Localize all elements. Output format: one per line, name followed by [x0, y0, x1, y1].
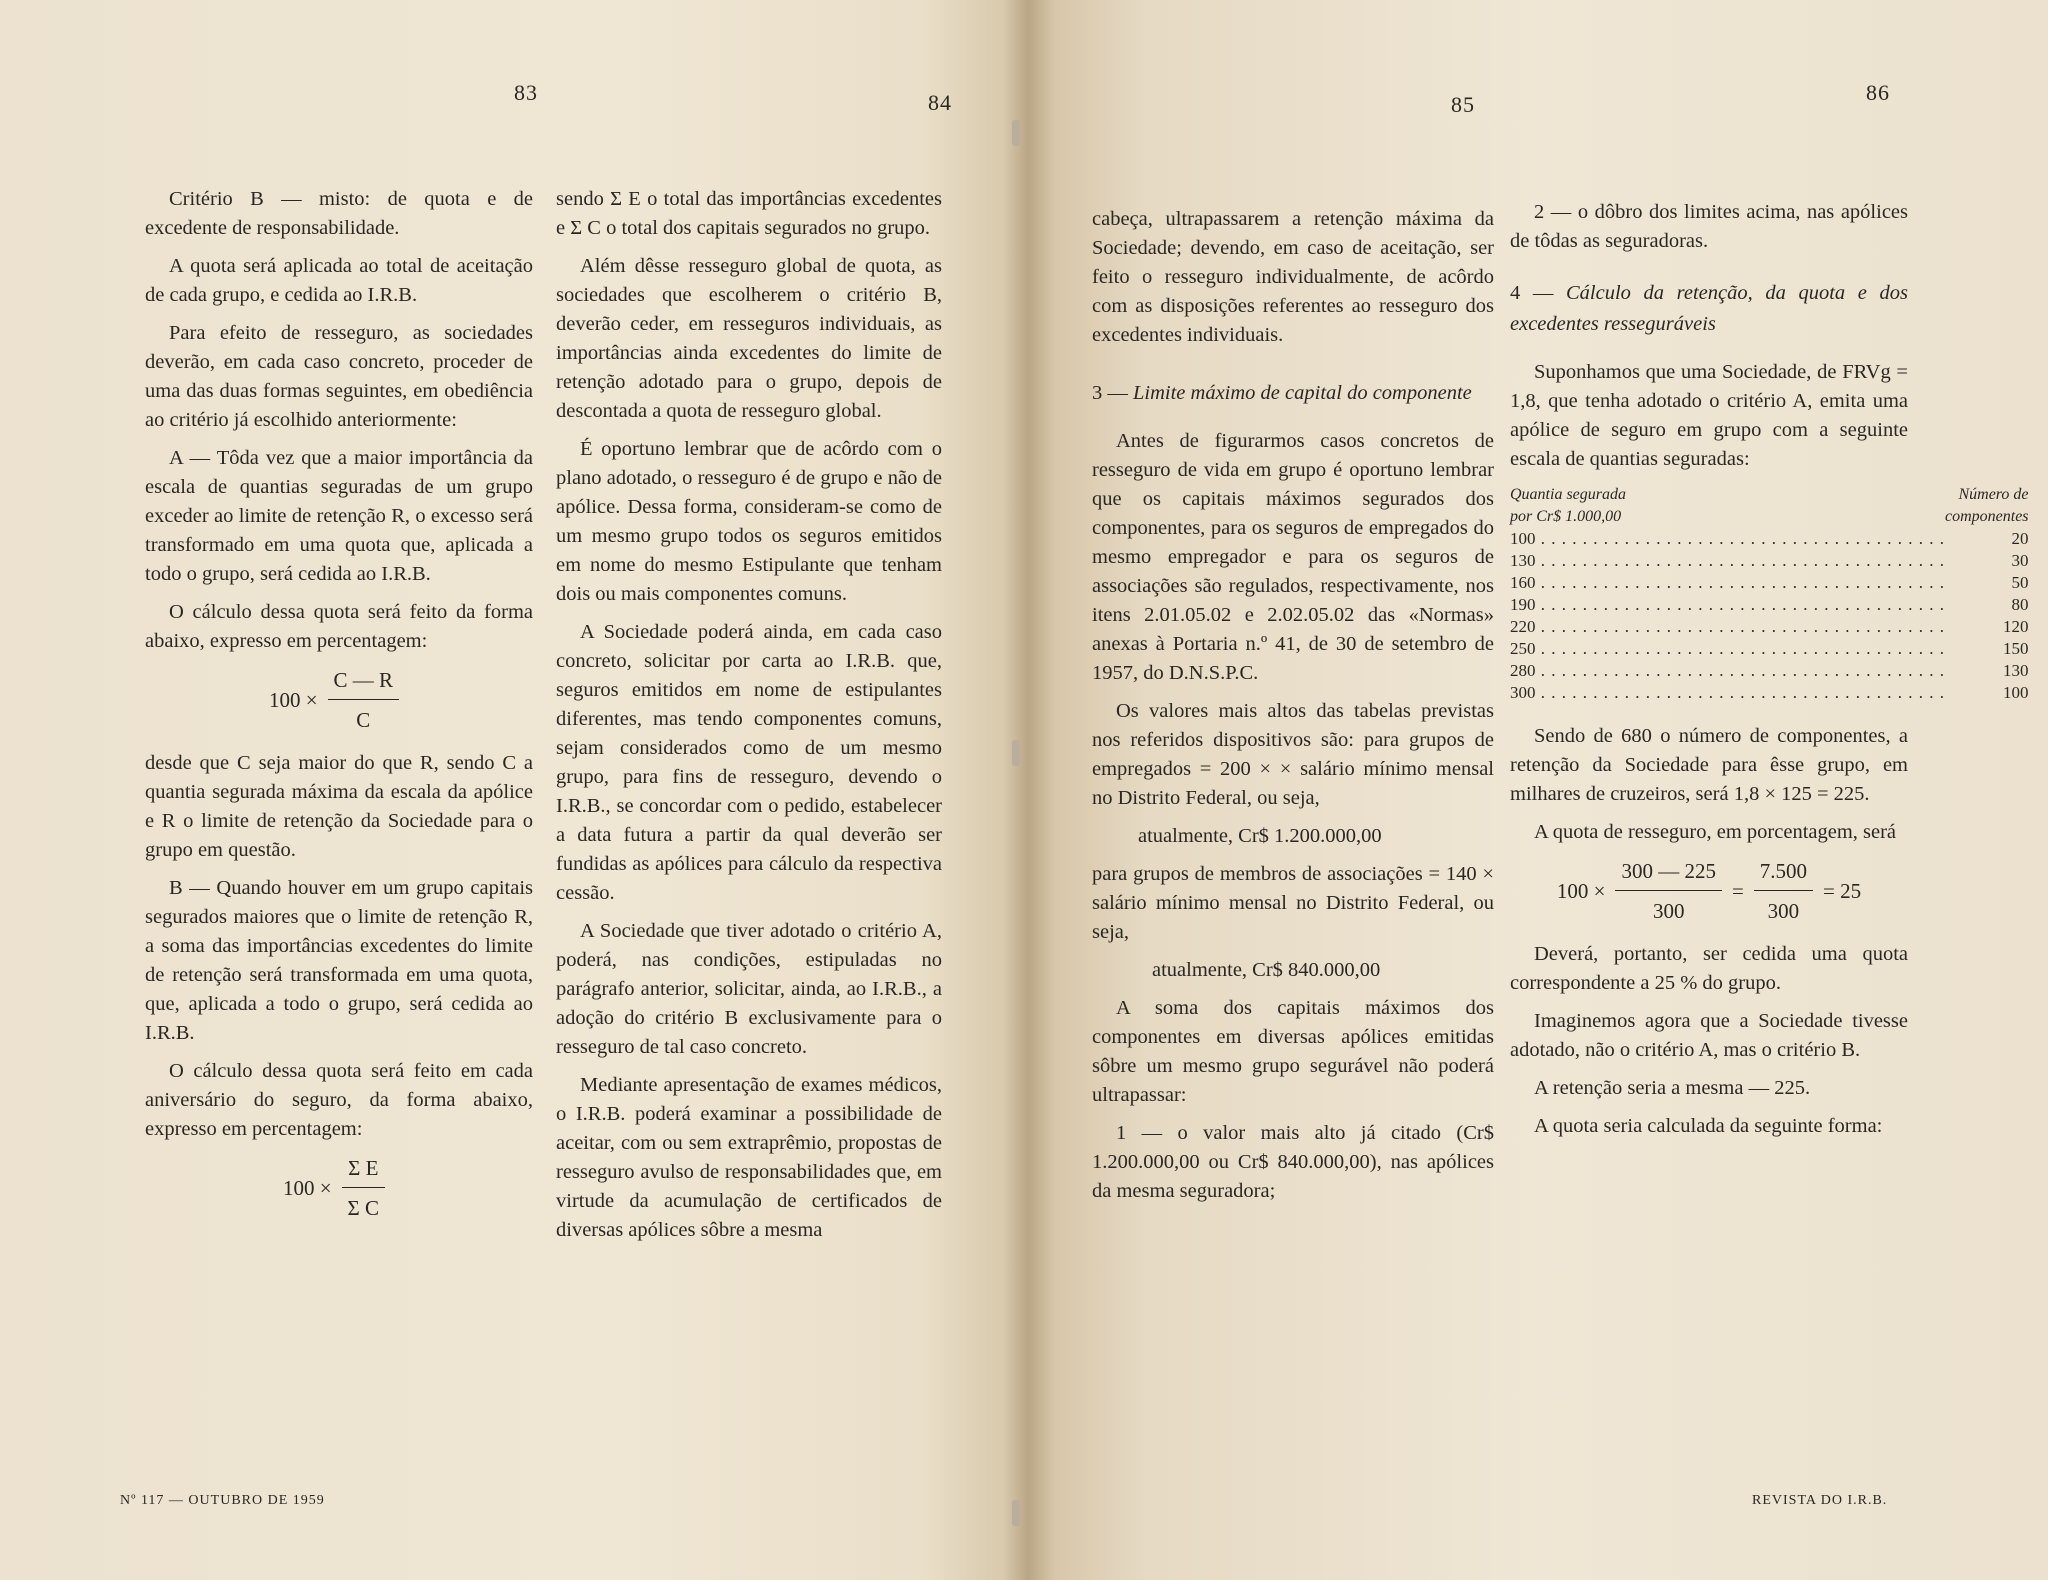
paragraph: A Sociedade que tiver adotado o critério A, poderá, nas condições, estipuladas no parágrafo anterior, solicitar, ainda, ao I.R.B., a adoção do critério B exclusivamente para o resseguro de tal caso concreto. [556, 920, 942, 1058]
amount-cell: 250 . . . [1510, 638, 1945, 660]
paragraph: desde que C seja maior do que R, sendo C a quantia segurada máxima da escala da apólice e R o limite de retenção da Sociedade para o grupo em questão. [145, 752, 533, 861]
numerator: Σ E [348, 1156, 379, 1180]
heading-number: 3 — [1092, 382, 1128, 404]
paragraph: Suponhamos que uma Sociedade, de FRVg = 1,8, que tenha adotado o critério A, emita uma apólice de seguro em grupo com a seguinte escala de quantias seguradas: [1510, 361, 1908, 470]
table-row [1510, 616, 2029, 638]
formula-quota-a [145, 666, 533, 735]
paragraph: Critério B — misto: de quota e de excedente de responsabilidade. [145, 188, 533, 239]
heading-text: Cálculo da retenção, da quota e dos excedentes resseguráveis [1510, 282, 1908, 335]
count-cell: 100 [2003, 683, 2029, 702]
numerator: 7.500 [1759, 859, 1808, 883]
amount-cell: 130 . . . [1510, 550, 1945, 572]
header-amount: Quantia segurada [1510, 486, 1626, 503]
footer-issue: Nº 117 — OUTUBRO DE 1959 [120, 1493, 325, 1508]
paragraph: A quota seria calculada da seguinte forma: [1534, 1115, 1883, 1137]
paragraph: Além dêsse resseguro global de quota, as sociedades que escolherem o critério B, deverão ceder, em resseguros individuais, as importâncias ainda excedentes do limite de retenção adotado para o grupo, depois de descontada a quota de resseguro global. [556, 255, 942, 422]
formula-quota-example [1510, 857, 1908, 926]
amount-cell: 160 . . . [1510, 572, 1945, 594]
fraction [328, 666, 400, 735]
paragraph: Os valores mais altos das tabelas previstas nos referidos dispositivos são: para grupos de empregados = 200 × × salário mínimo mensal no Distrito Federal, ou seja, [1092, 700, 1494, 809]
count-cell: 50 [2011, 573, 2029, 592]
paragraph: Imaginemos agora que a Sociedade tivesse adotado, não o critério A, mas o critério B. [1510, 1010, 1908, 1061]
paragraph: sendo Σ E o total das importâncias excedentes e Σ C o total dos capitais segurados no grupo. [556, 188, 942, 239]
header-count: componentes [1945, 508, 2029, 525]
amount-cell: 300 . . . [1510, 682, 1945, 704]
table-row [1510, 638, 2029, 660]
footer-journal: REVISTA DO I.R.B. [1752, 1493, 1888, 1508]
table-row [1510, 572, 2029, 594]
heading-number: 4 — [1510, 282, 1554, 304]
fraction [1615, 857, 1722, 926]
paragraph: Mediante apresentação de exames médicos, o I.R.B. poderá examinar a possibilidade de aceitar, com ou sem extraprêmio, propostas de resseguro avulso de responsabilidades que, em virtude da acumulação de certificados de diversas apólices sôbre a mesma [556, 1074, 942, 1241]
paragraph: Deverá, portanto, ser cedida uma quota correspondente a 25 % do grupo. [1510, 943, 1908, 994]
paragraph: A soma dos capitais máximos dos componentes em diversas apólices emitidas sôbre um mesmo grupo segurável não poderá ultrapassar: [1092, 997, 1494, 1106]
paragraph: Para efeito de resseguro, as sociedades deverão, em cada caso concreto, proceder de uma das duas formas seguintes, em obediência ao critério já escolhido anteriormente: [145, 322, 533, 431]
section-heading-4 [1510, 278, 1908, 340]
paragraph: É oportuno lembrar que de acôrdo com o plano adotado, o resseguro é de grupo e não de apólice. Dessa forma, consideram-se como de um mesmo grupo todos os seguros emitidos em nome do mesmo Estipulante que tenham dois ou mais componentes comuns. [556, 438, 942, 605]
insured-amounts-table [1510, 484, 2029, 704]
count-cell: 30 [2011, 551, 2029, 570]
count-cell: 130 [2003, 661, 2029, 680]
numerator: C — R [333, 668, 394, 692]
paragraph: cabeça, ultrapassarem a retenção máxima da Sociedade; devendo, em caso de aceitação, ser feito o resseguro individualmente, de acôrdo com as disposições referentes ao resseguro dos excedentes individuais. [1092, 208, 1494, 346]
numerator: 300 — 225 [1621, 859, 1716, 883]
paragraph: Antes de figurarmos casos concretos de resseguro de vida em grupo é oportuno lembrar que os capitais máximos segurados dos componentes, para os seguros de empregados do mesmo empregador e para os seguros de associações são regulados, respectivamente, nos itens 2.01.05.02 e 2.02.05.02 das «Normas» anexas à Portaria n.º 41, de 30 de setembro de 1957, do D.N.S.P.C. [1092, 430, 1494, 684]
paragraph: O cálculo dessa quota será feito da forma abaixo, expresso em percentagem: [145, 601, 533, 652]
header-amount: por Cr$ 1.000,00 [1510, 508, 1622, 525]
page-number-85: 85 [1451, 92, 1475, 117]
formula-quota-b [145, 1154, 533, 1223]
paragraph: A retenção seria a mesma — 225. [1534, 1077, 1811, 1099]
column-page-86 [1510, 198, 2029, 1150]
denominator: Σ C [347, 1196, 380, 1220]
page-number-86: 86 [1866, 80, 1890, 105]
count-cell: 80 [2011, 595, 2029, 614]
equals-sign: = [1731, 879, 1744, 903]
denominator: 300 [1767, 899, 1800, 923]
table-row [1510, 594, 2029, 616]
paragraph: A quota de resseguro, em porcentagem, será [1534, 821, 1897, 843]
count-cell: 20 [2011, 529, 2029, 548]
fraction [342, 1154, 385, 1223]
paragraph: 2 — o dôbro dos limites acima, nas apólices de tôdas as seguradoras. [1510, 201, 1908, 252]
formula-prefix: 100 × [1556, 879, 1606, 903]
amount-cell: 190 . . . [1510, 594, 1945, 616]
table-row [1510, 550, 2029, 572]
paragraph: A — Tôda vez que a maior importância da escala de quantias seguradas de um grupo exceder ao limite de retenção R, o excesso será transformado em uma quota que, aplicada a todo o grupo, será cedida ao I.R.B. [145, 447, 533, 585]
table-header-row [1510, 506, 2029, 528]
table-row [1510, 682, 2029, 704]
count-cell: 120 [2003, 617, 2029, 636]
formula-prefix: 100 × [268, 688, 318, 712]
column-page-84 [556, 185, 942, 1254]
left-page [0, 0, 1004, 1580]
paragraph: O cálculo dessa quota será feito em cada aniversário do seguro, da forma abaixo, expresso em percentagem: [145, 1060, 533, 1140]
header-count: Número de [1958, 486, 2029, 503]
page-number-83: 83 [514, 80, 538, 105]
denominator: 300 [1652, 899, 1685, 923]
table-row [1510, 528, 2029, 550]
paragraph: Sendo de 680 o número de componentes, a retenção da Sociedade para êsse grupo, em milhares de cruzeiros, será 1,8 × 125 = 225. [1510, 725, 1908, 805]
fraction [1754, 857, 1813, 926]
section-heading-3 [1092, 378, 1494, 409]
paragraph: para grupos de membros de associações = 140 × salário mínimo mensal no Distrito Federal, ou seja, [1092, 863, 1494, 943]
amount-line: atualmente, Cr$ 1.200.000,00 [1138, 825, 1382, 847]
amount-cell: 220 . . . [1510, 616, 1945, 638]
paragraph: A Sociedade poderá ainda, em cada caso concreto, solicitar por carta ao I.R.B. que, seguros emitidos em nome de estipulantes diferentes, mas tendo componentes comuns, sejam considerados como de um mesmo grupo, para fins de resseguro, devendo o I.R.B., se concordar com o pedido, estabelecer a data futura a partir da qual deverão ser fundidas as apólices para cálculo da respectiva cessão. [556, 621, 942, 904]
heading-text: Limite máximo de capital do componente [1133, 382, 1472, 404]
table-header-row [1510, 484, 2029, 506]
column-page-85 [1092, 205, 1494, 1215]
right-page [1016, 0, 2048, 1580]
denominator: C [356, 708, 371, 732]
paragraph: B — Quando houver em um grupo capitais segurados maiores que o limite de retenção R, a soma das importâncias excedentes do limite de retenção será transformada em uma quota, que, aplicada a todo o grupo, será cedida ao I.R.B. [145, 877, 533, 1044]
formula-prefix: 100 × [282, 1176, 332, 1200]
column-page-83 [145, 185, 533, 1237]
amount-line: atualmente, Cr$ 840.000,00 [1152, 959, 1381, 981]
amount-cell: 100 . . . [1510, 528, 1945, 550]
page-number-84: 84 [928, 90, 952, 115]
formula-result: = 25 [1823, 879, 1862, 903]
amount-cell: 280 . . . [1510, 660, 1945, 682]
count-cell: 150 [2003, 639, 2029, 658]
paragraph: 1 — o valor mais alto já citado (Cr$ 1.200.000,00 ou Cr$ 840.000,00), nas apólices da mesma seguradora; [1092, 1122, 1494, 1202]
table-row [1510, 660, 2029, 682]
paragraph: A quota será aplicada ao total de aceitação de cada grupo, e cedida ao I.R.B. [145, 255, 533, 306]
